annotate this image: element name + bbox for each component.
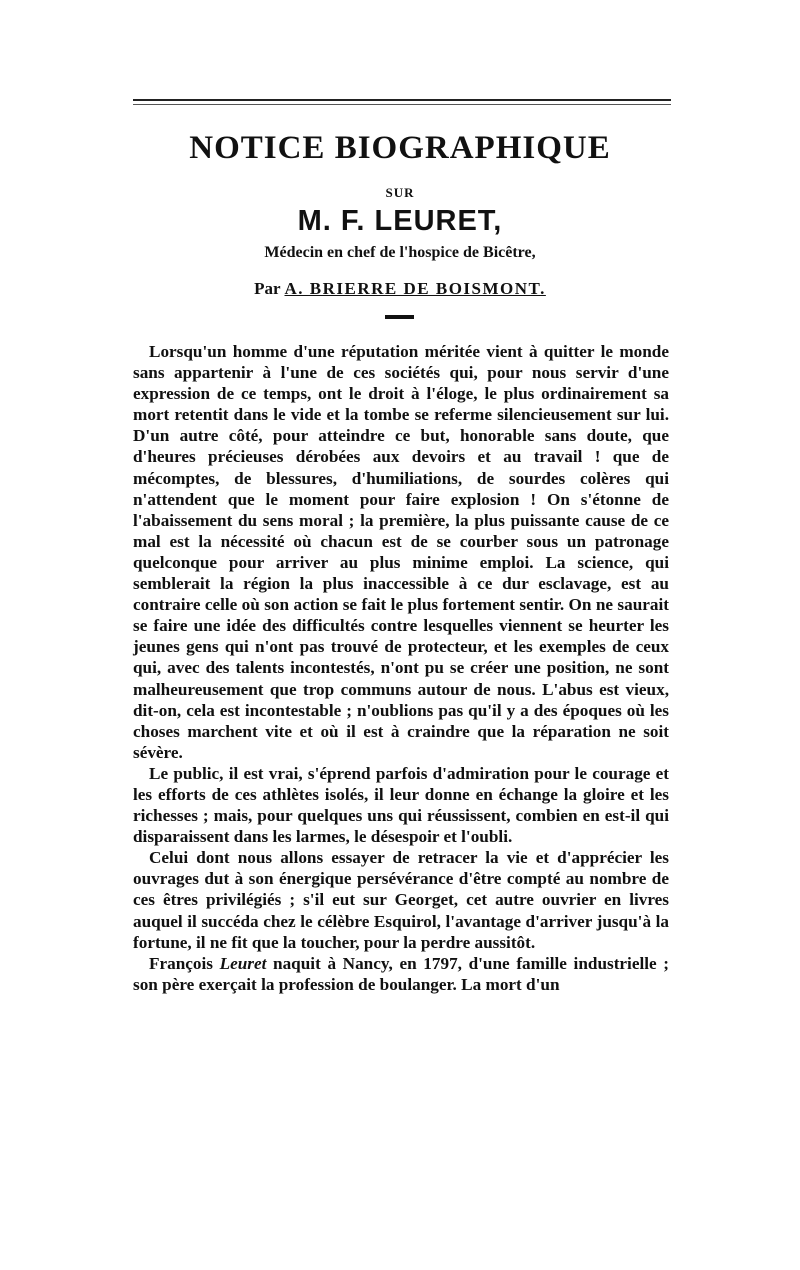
article-body [133,341,669,995]
paragraph: Lorsqu'un homme d'une réputation méritée vient à quitter le monde sans appartenir à l'une de ces sociétés qui, pour nous servir d'une expression de ce temps, ont le droit à l'éloge, le plus ordinairement sa mort retentit dans le vide et la tombe se referme silencieusement sur lui. D'un autre côté, pour atteindre ce but, honorable sans doute, que d'heures précieuses dérobées aux devoirs et au travail ! que de mécomptes, de blessures, d'humiliations, de sourdes colères qui n'attendent que le moment pour faire explosion ! On s'étonne de l'abaissement du sens moral ; la première, la plus puissante cause de ce mal est la nécessité où chacun est de se courber sous un patronage quelconque pour arriver au plus minime emploi. La science, qui semblerait la région la plus inaccessible à ce dur esclavage, est au contraire celle où son action se fait le plus fortement sentir. On ne saurait se faire une idée des difficultés contre lesquelles viennent se heurter les jeunes gens qui n'ont pas trouvé de protecteur, et les exemples de ceux qui, avec des talents incontestés, n'ont pu se créer une position, ne sont malheureusement que trop communs autour de nous. L'abus est vieux, dit-on, cela est incontestable ; n'oublions pas qu'il y a des époques où les choses marchent vite et où il est à craindre que la réparation ne soit sévère. [133,342,669,762]
paragraph-text: François [149,953,220,973]
paragraph [133,953,669,995]
notice-title: NOTICE BIOGRAPHIQUE [189,130,611,166]
author-line [0,279,800,299]
paragraph: Le public, il est vrai, s'éprend parfois d'admiration pour le courage et les efforts de ces athlètes isolés, il leur donne en échange la gloire et les richesses ; mais, pour quelques uns qui réussissent, combien en est-il qui disparaissent dans les larmes, le désespoir et l'oubli. [133,763,669,847]
subject-name: M. F. LEURET, [297,205,503,237]
author-name: A. BRIERRE DE BOISMONT. [284,279,546,298]
separator-dash [385,315,414,319]
author-prefix: Par [254,279,281,298]
notice-sur: SUR [385,185,415,200]
header-rule-thin [133,104,671,105]
header-rule [133,99,671,101]
paragraph-text: naquit à Nancy, en 1797, d'une famille industrielle ; son père exerçait la profession de boulanger. La mort d'un [133,953,669,994]
subject-role: Médecin en chef de l'hospice de Bicêtre, [264,244,536,261]
italic-surname: Leuret [219,953,267,973]
paragraph: Celui dont nous allons essayer de retracer la vie et d'apprécier les ouvrages dut à son énergique persévérance d'être compté au nombre de ces êtres privilégiés ; s'il eut sur Georget, cet autre ouvrier en livres auquel il succéda chez le célèbre Esquirol, l'avantage d'arriver jusqu'à la fortune, il ne fit que la toucher, pour la perdre aussitôt. [133,848,669,952]
